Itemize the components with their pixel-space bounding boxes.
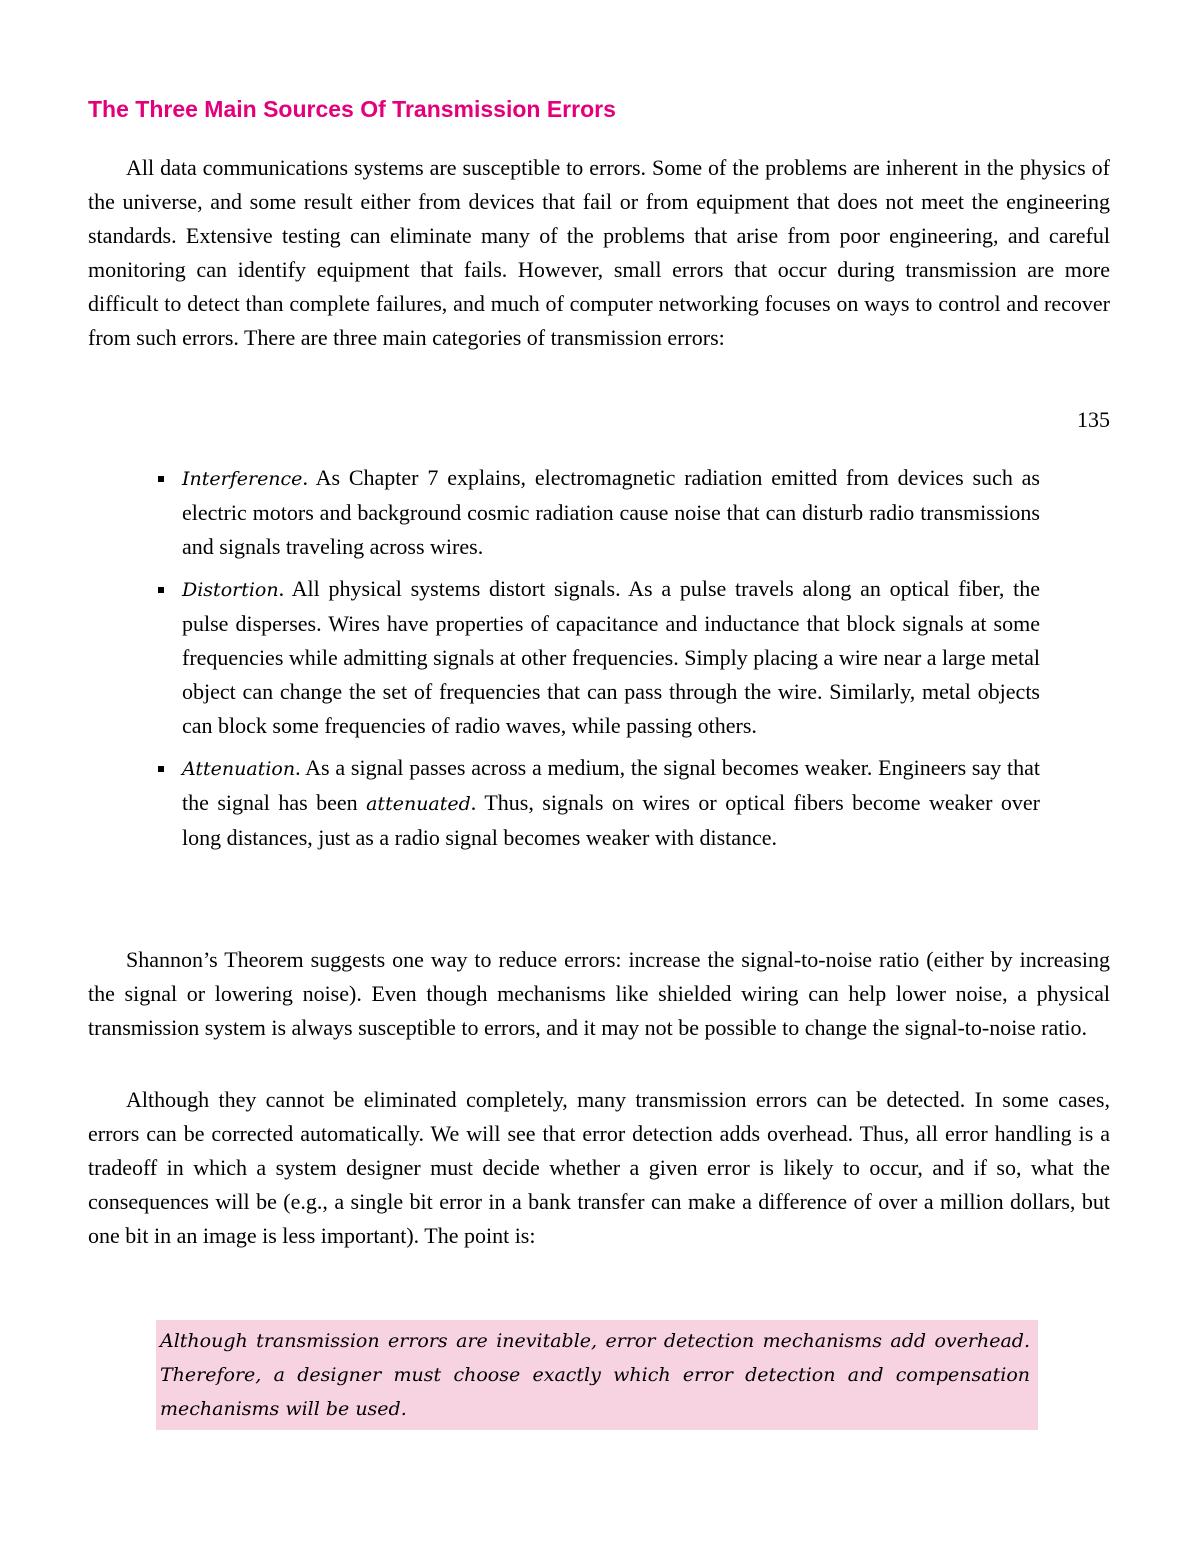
error-categories-list xyxy=(182,461,1040,863)
shannon-paragraph: Shannon’s Theorem suggests one way to reduce errors: increase the signal-to-noise ratio (either by increasing the signal or lowering noise). Even though mechanisms like shielded wiring can help lower noise, a physical transmission system is always susceptible to errors, and it may not be possible to change the signal-to-noise ratio. xyxy=(88,947,1110,1040)
term-attenuated: attenuated xyxy=(366,793,471,815)
section-heading: The Three Main Sources Of Transmission Errors xyxy=(88,96,616,122)
bullet-text: . As Chapter 7 explains, electromagnetic radiation emitted from devices such as electric motors and background cosmic radiation cause noise that can disturb radio transmissions and signals traveling across wires. xyxy=(182,465,1040,559)
list-item-distortion xyxy=(182,572,1040,743)
term-interference: Interference xyxy=(182,468,303,490)
intro-paragraph: All data communications systems are susceptible to errors. Some of the problems are inherent in the physics of the universe, and some result either from devices that fail or from equipment that does not meet the engineering standards. Extensive testing can eliminate many of the problems that arise from poor engineering, and careful monitoring can identify equipment that fails. However, small errors that occur during transmission are more difficult to detect than complete failures, and much of computer networking focuses on ways to control and recover from such errors. There are three main categories of transmission errors: xyxy=(88,155,1110,350)
term-distortion: Distortion xyxy=(182,579,279,601)
bullet-icon xyxy=(158,587,164,593)
bullet-text: . As a signal passes across a medium, the signal becomes weaker. Engineers say that the signal has been xyxy=(182,755,1040,815)
bullet-text: . Thus, signals on wires or optical fibers become weaker over long distances, just as a radio signal becomes weaker with distance. xyxy=(182,790,1040,850)
bullet-icon xyxy=(158,476,164,482)
list-item-attenuation xyxy=(182,751,1040,855)
bullet-icon xyxy=(158,766,164,772)
key-point-callout: Although transmission errors are inevitable, error detection mechanisms add overhead. Therefore, a designer must choose exactly which error detection and compensation mechanisms will be used. xyxy=(156,1320,1038,1430)
term-attenuation: Attenuation xyxy=(182,758,296,780)
bullet-text: . All physical systems distort signals. As a pulse travels along an optical fiber, the pulse disperses. Wires have properties of capacitance and inductance that block signals at some frequencies while admitting signals at other frequencies. Simply placing a wire near a large metal object can change the set of frequencies that can pass through the wire. Similarly, metal objects can block some frequencies of radio waves, while passing others. xyxy=(182,576,1040,738)
tradeoff-paragraph: Although they cannot be eliminated completely, many transmission errors can be detected. In some cases, errors can be corrected automatically. We will see that error detection adds overhead. Thus, all error handling is a tradeoff in which a system designer must decide whether a given error is likely to occur, and if so, what the consequences will be (e.g., a single bit error in a bank transfer can make a difference of over a million dollars, but one bit in an image is less important). The point is: xyxy=(88,1087,1110,1248)
page-number: 135 xyxy=(1077,407,1110,432)
list-item-interference xyxy=(182,461,1040,564)
